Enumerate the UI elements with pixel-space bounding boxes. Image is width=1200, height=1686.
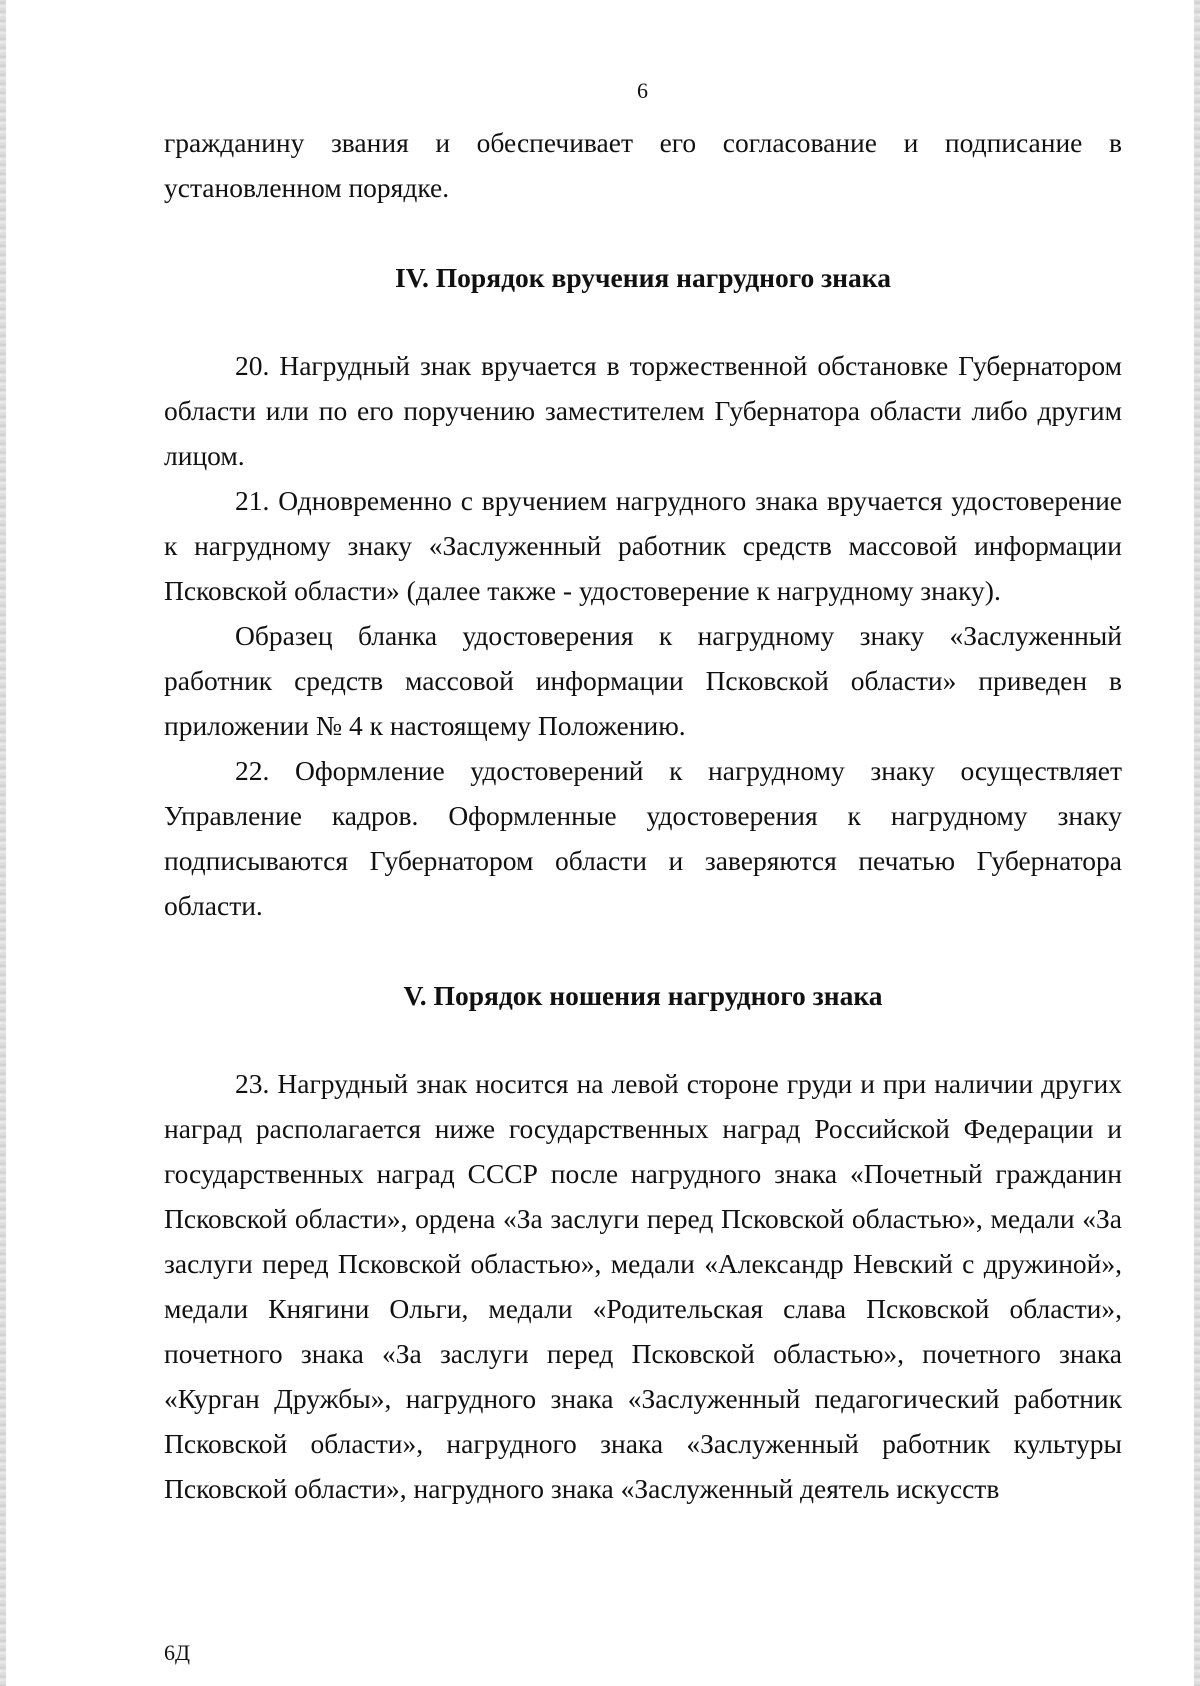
footer-code: 6Д <box>164 1640 191 1665</box>
paragraph-23: 23. Нагрудный знак носится на левой стороне груди и при наличии других наград располагается ниже государственных наград Российской Федерации и государственных наград СССР после нагрудного знака «Почетный гражданин Псковской области», ордена «За заслуги перед Псковской областью», медали «За заслуги перед Псковской областью», медали «Александр Невский с дружиной», медали Княгини Ольги, медали «Родительская слава Псковской области», почетного знака «За заслуги перед Псковской областью», почетного знака «Курган Дружбы», нагрудного знака «Заслуженный педагогический работник Псковской области», нагрудного знака «Заслуженный работник культуры Псковской области», нагрудного знака «Заслуженный деятель искусств <box>164 1068 1122 1504</box>
document-body <box>164 120 1122 1511</box>
paragraph-21-sample: Образец бланка удостоверения к нагрудному знаку «Заслуженный работник средств массовой информации Псковской области» приведен в приложении № 4 к настоящему Положению. <box>164 620 1122 741</box>
scan-edge-right <box>1194 0 1200 1686</box>
paragraph-22: 22. Оформление удостоверений к нагрудному знаку осуществляет Управление кадров. Оформленные удостоверения к нагрудному знаку подписываются Губернатором области и заверяются печатью Губернатора области. <box>164 755 1122 921</box>
paragraph-20: 20. Нагрудный знак вручается в торжественной обстановке Губернатором области или по его поручению заместителем Губернатора области либо другим лицом. <box>164 350 1122 471</box>
section-iv-heading: IV. Порядок вручения нагрудного знака <box>395 262 891 293</box>
scan-edge-left <box>0 0 6 1686</box>
paragraph-21: 21. Одновременно с вручением нагрудного знака вручается удостоверение к нагрудному знаку «Заслуженный работник средств массовой информации Псковской области» (далее также - удостоверение к нагрудному знаку). <box>164 485 1122 606</box>
spacer <box>164 210 1122 255</box>
page-number: 6 <box>637 78 648 103</box>
spacer <box>164 300 1122 343</box>
spacer <box>164 928 1122 973</box>
continued-paragraph: гражданину звания и обеспечивает его согласование и подписание в установленном порядке. <box>164 127 1122 203</box>
section-v-heading: V. Порядок ношения нагрудного знака <box>403 980 883 1011</box>
spacer <box>164 1018 1122 1061</box>
